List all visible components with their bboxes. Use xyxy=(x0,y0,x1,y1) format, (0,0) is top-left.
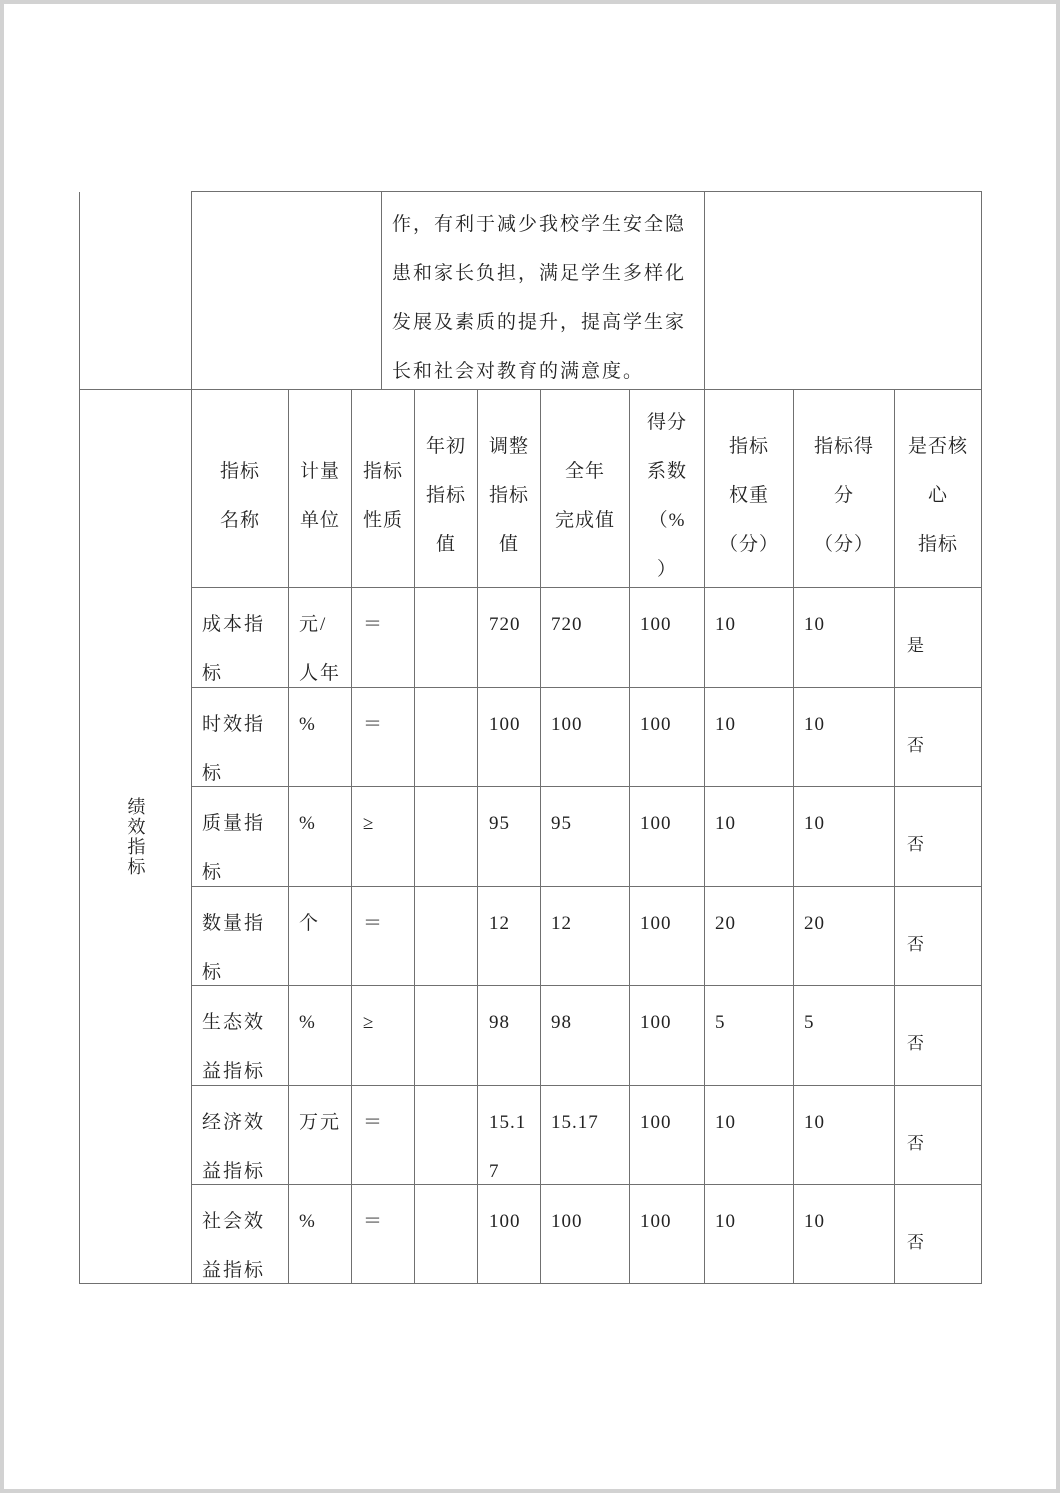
continuation-description-cell xyxy=(382,192,705,390)
performance-section-cell xyxy=(80,390,192,1284)
score-coefficient: 100 xyxy=(640,614,672,635)
table-cell xyxy=(478,1185,541,1284)
indicator-score: 10 xyxy=(804,813,826,834)
completed-value: 98 xyxy=(551,1012,573,1033)
indicator-weight: 10 xyxy=(715,614,737,635)
table-cell xyxy=(192,986,289,1086)
header-adjusted-value: 调整 指标 值 xyxy=(489,436,530,555)
indicator-name: 成本指 标 xyxy=(202,614,266,684)
score-coefficient: 100 xyxy=(640,714,672,735)
core-indicator-flag: 否 xyxy=(907,1034,925,1053)
table-cell xyxy=(415,887,478,986)
indicator-name: 生态效 益指标 xyxy=(202,1012,266,1082)
indicator-row-timeliness xyxy=(80,688,982,787)
indicator-weight: 10 xyxy=(715,1112,737,1133)
continuation-row xyxy=(80,192,982,390)
table-cell xyxy=(478,787,541,887)
table-cell xyxy=(794,986,895,1086)
table-cell xyxy=(415,1086,478,1185)
indicator-weight: 5 xyxy=(715,1012,726,1033)
unit: 万元 xyxy=(299,1112,342,1133)
table-cell xyxy=(630,787,705,887)
table-cell xyxy=(705,390,794,588)
table-cell xyxy=(352,1185,415,1284)
core-indicator-flag: 否 xyxy=(907,735,925,755)
table-cell xyxy=(705,887,794,986)
table-cell xyxy=(352,688,415,787)
table-cell xyxy=(705,688,794,787)
table-cell xyxy=(541,787,630,887)
table-cell xyxy=(630,588,705,688)
adjusted-value: 12 xyxy=(489,913,511,934)
table-cell xyxy=(895,887,982,986)
table-cell xyxy=(478,887,541,986)
header-score: 指标得 分 （分） xyxy=(814,436,875,555)
unit: % xyxy=(299,1012,317,1033)
indicator-nature: ＝ xyxy=(363,1112,385,1133)
indicator-name: 社会效 益指标 xyxy=(202,1211,266,1281)
indicator-nature: ＝ xyxy=(363,614,385,635)
table-cell xyxy=(895,1185,982,1284)
header-unit: 计量 单位 xyxy=(299,460,340,531)
completed-value: 100 xyxy=(551,1211,583,1232)
initial-value xyxy=(415,887,477,985)
header-weight: 指标 权重 （分） xyxy=(719,436,780,555)
table-cell xyxy=(478,390,541,588)
core-indicator-flag: 否 xyxy=(907,835,925,854)
table-cell xyxy=(415,390,478,588)
continuation-remarks-cell xyxy=(705,192,982,390)
table-cell xyxy=(630,1086,705,1185)
indicator-score: 20 xyxy=(804,913,826,934)
table-cell xyxy=(478,588,541,688)
table-cell xyxy=(478,688,541,787)
indicator-nature: ≥ xyxy=(363,1012,376,1033)
core-indicator-flag: 是 xyxy=(907,636,925,655)
header-nature: 指标 性质 xyxy=(363,460,404,531)
table-cell xyxy=(794,390,895,588)
table-cell xyxy=(415,688,478,787)
performance-section-box xyxy=(80,390,191,1283)
unit: 个 xyxy=(299,913,321,934)
table-cell xyxy=(705,1185,794,1284)
table-cell xyxy=(192,688,289,787)
indicator-score: 10 xyxy=(804,1112,826,1133)
table-cell xyxy=(705,1086,794,1185)
table-cell xyxy=(630,986,705,1086)
table-cell xyxy=(415,1185,478,1284)
unit: % xyxy=(299,714,317,735)
table-cell xyxy=(289,787,352,887)
table-cell xyxy=(541,1185,630,1284)
adjusted-value: 95 xyxy=(489,813,511,834)
adjusted-value: 720 xyxy=(489,614,521,635)
table-cell xyxy=(630,688,705,787)
initial-value xyxy=(415,688,477,786)
table-cell xyxy=(794,1086,895,1185)
continuation-content-cell xyxy=(192,192,382,390)
indicator-weight: 10 xyxy=(715,813,737,834)
empty-cell xyxy=(705,192,981,389)
table-cell xyxy=(630,887,705,986)
empty-cell xyxy=(192,192,381,389)
header-initial-value: 年初 指标 值 xyxy=(426,436,467,555)
completed-value: 95 xyxy=(551,813,573,834)
table-cell xyxy=(352,390,415,588)
table-cell xyxy=(895,986,982,1086)
initial-value xyxy=(415,986,477,1085)
table-cell xyxy=(352,1086,415,1185)
table-cell xyxy=(192,787,289,887)
completed-value: 720 xyxy=(551,614,583,635)
table-cell xyxy=(541,390,630,588)
table-cell xyxy=(794,887,895,986)
score-coefficient: 100 xyxy=(640,813,672,834)
core-indicator-flag: 否 xyxy=(907,934,925,954)
indicator-weight: 10 xyxy=(715,1211,737,1232)
table-cell xyxy=(794,588,895,688)
table-cell xyxy=(541,688,630,787)
completed-value: 12 xyxy=(551,913,573,934)
table-cell xyxy=(415,787,478,887)
table-cell xyxy=(192,588,289,688)
table-cell xyxy=(478,1086,541,1185)
continuation-category-cell xyxy=(80,192,192,390)
initial-value xyxy=(415,1185,477,1283)
indicator-nature: ＝ xyxy=(363,913,385,934)
performance-table xyxy=(79,191,982,1284)
table-cell xyxy=(478,986,541,1086)
table-cell xyxy=(705,787,794,887)
table-cell xyxy=(289,1086,352,1185)
table-cell xyxy=(192,390,289,588)
header-score-coefficient: 得分 系数 （% ） xyxy=(647,411,688,580)
indicator-nature: ＝ xyxy=(363,1211,385,1232)
score-coefficient: 100 xyxy=(640,1211,672,1232)
table-cell xyxy=(289,390,352,588)
completed-value: 15.17 xyxy=(551,1112,599,1133)
unit: % xyxy=(299,813,317,834)
indicator-row-economic-benefit xyxy=(80,1086,982,1185)
completed-value: 100 xyxy=(551,714,583,735)
indicator-score: 5 xyxy=(804,1012,815,1033)
unit: % xyxy=(299,1211,317,1232)
core-indicator-flag: 否 xyxy=(907,1133,925,1153)
table-cell xyxy=(352,986,415,1086)
table-cell xyxy=(192,1086,289,1185)
table-cell xyxy=(289,887,352,986)
table-cell xyxy=(705,986,794,1086)
table-cell xyxy=(289,688,352,787)
table-cell xyxy=(794,787,895,887)
table-cell xyxy=(192,887,289,986)
table-cell xyxy=(705,588,794,688)
indicator-nature: ＝ xyxy=(363,714,385,735)
table-cell xyxy=(289,1185,352,1284)
adjusted-value: 100 xyxy=(489,714,521,735)
table-cell xyxy=(415,588,478,688)
header-core-indicator: 是否核 心 指标 xyxy=(908,436,969,555)
indicator-name: 经济效 益指标 xyxy=(202,1112,266,1182)
indicator-score: 10 xyxy=(804,1211,826,1232)
table-cell xyxy=(352,588,415,688)
indicator-row-ecological-benefit xyxy=(80,986,982,1086)
table-cell xyxy=(415,986,478,1086)
adjusted-value: 98 xyxy=(489,1012,511,1033)
core-indicator-flag: 否 xyxy=(907,1232,925,1252)
table-cell xyxy=(895,588,982,688)
table-cell xyxy=(794,688,895,787)
indicator-weight: 10 xyxy=(715,714,737,735)
score-coefficient: 100 xyxy=(640,913,672,934)
score-coefficient: 100 xyxy=(640,1012,672,1033)
indicator-nature: ≥ xyxy=(363,813,376,834)
table-cell xyxy=(541,887,630,986)
indicator-name: 时效指 标 xyxy=(202,714,266,784)
performance-section-label: 绩效指标 xyxy=(125,796,146,877)
table-cell xyxy=(630,390,705,588)
indicator-row-cost xyxy=(80,588,982,688)
table-cell xyxy=(895,390,982,588)
table-cell xyxy=(289,986,352,1086)
indicator-weight: 20 xyxy=(715,913,737,934)
initial-value xyxy=(415,588,477,687)
table-cell xyxy=(352,787,415,887)
header-indicator-name: 指标 名称 xyxy=(219,460,260,531)
indicator-score: 10 xyxy=(804,614,826,635)
table-cell xyxy=(289,588,352,688)
header-completed-value: 全年 完成值 xyxy=(555,460,616,531)
initial-value xyxy=(415,787,477,886)
table-cell xyxy=(895,1086,982,1185)
initial-value xyxy=(415,1086,477,1184)
adjusted-value: 15.17 xyxy=(489,1112,527,1182)
indicator-score: 10 xyxy=(804,714,826,735)
table-cell xyxy=(192,1185,289,1284)
table-cell xyxy=(541,1086,630,1185)
continuation-description-text: 作，有利于减少我校学生安全隐 患和家长负担，满足学生多样化 发展及素质的提升，提高学生家 长和社会对教育的满意度。 xyxy=(392,214,687,382)
table-cell xyxy=(895,688,982,787)
indicator-name: 质量指 标 xyxy=(202,813,266,883)
table-cell xyxy=(541,986,630,1086)
indicator-header-row xyxy=(80,390,982,588)
empty-cell xyxy=(80,192,191,389)
indicator-row-quality xyxy=(80,787,982,887)
table-cell xyxy=(541,588,630,688)
table-cell xyxy=(352,887,415,986)
score-coefficient: 100 xyxy=(640,1112,672,1133)
table-cell xyxy=(794,1185,895,1284)
adjusted-value: 100 xyxy=(489,1211,521,1232)
table-cell xyxy=(895,787,982,887)
unit: 元/ 人年 xyxy=(299,614,342,684)
indicator-row-social-benefit xyxy=(80,1185,982,1284)
indicator-row-quantity xyxy=(80,887,982,986)
table-cell xyxy=(630,1185,705,1284)
indicator-name: 数量指 标 xyxy=(202,913,266,983)
